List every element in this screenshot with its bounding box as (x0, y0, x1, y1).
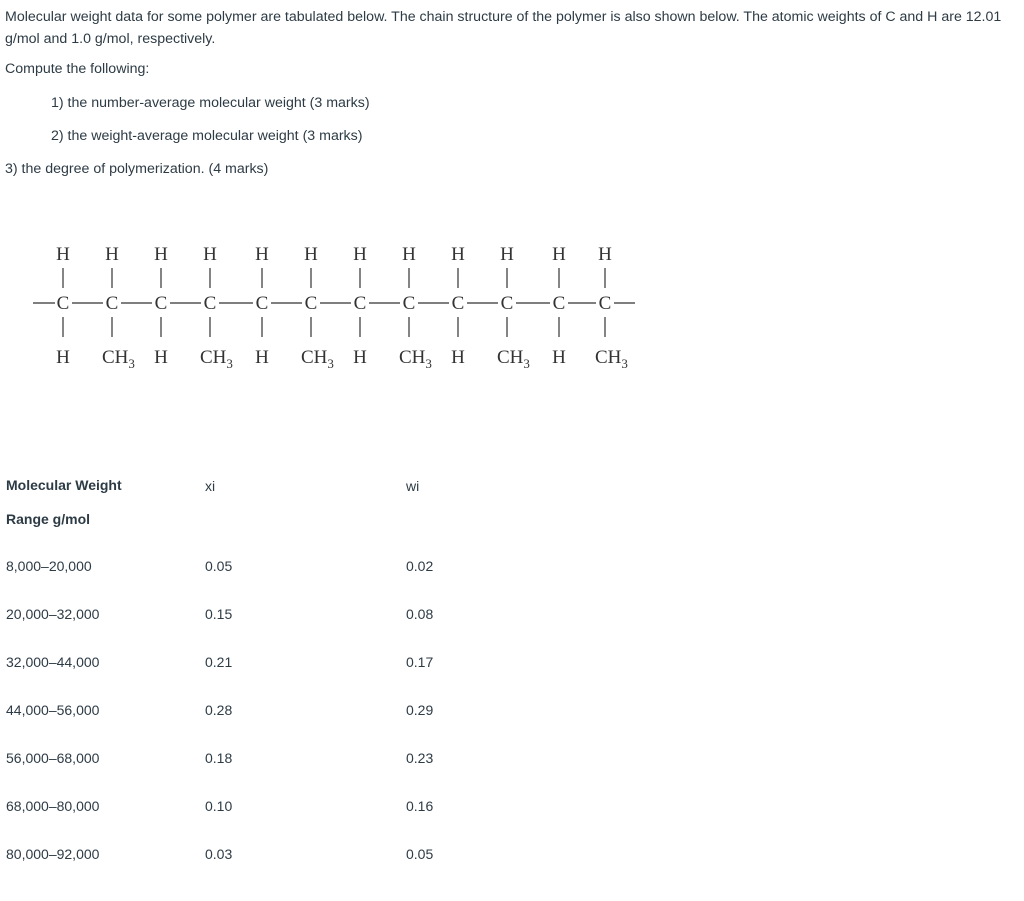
cell-xi: 0.15 (205, 606, 233, 622)
bottom-hydrogen-atom: H (353, 347, 367, 368)
header-molecular-weight: Molecular Weight (6, 477, 122, 493)
backbone-carbon-atom: C (105, 293, 119, 314)
methyl-subscript: 3 (523, 356, 530, 371)
top-hydrogen-atom: H (56, 244, 70, 265)
methyl-subscript: 3 (327, 356, 334, 371)
top-hydrogen-atom: H (451, 244, 465, 265)
methyl-subscript: 3 (128, 356, 135, 371)
backbone-carbon-atom: C (451, 293, 465, 314)
top-hydrogen-atom: H (598, 244, 612, 265)
polymer-chain-structure (0, 238, 660, 378)
backbone-carbon-atom: C (353, 293, 367, 314)
task-item-1: 1) the number-average molecular weight (3 marks) (51, 95, 370, 111)
bottom-hydrogen-atom: H (255, 347, 269, 368)
bottom-hydrogen-atom: H (56, 347, 70, 368)
cell-xi: 0.21 (205, 654, 233, 670)
methyl-subscript: 3 (425, 356, 432, 371)
methyl-group: $CH_3$ (399, 347, 432, 371)
cell-range: 8,000–20,000 (6, 558, 92, 574)
cell-xi: 0.18 (205, 750, 233, 766)
backbone-carbon-atom: C (56, 293, 70, 314)
top-hydrogen-atom: H (203, 244, 217, 265)
backbone-carbon-atom: C (154, 293, 168, 314)
cell-wi: 0.08 (406, 606, 434, 622)
cell-range: 68,000–80,000 (6, 798, 100, 814)
task-item-2: 2) the weight-average molecular weight (3 marks) (51, 128, 363, 144)
cell-xi: 0.03 (205, 846, 233, 862)
chain-structure-svg (0, 238, 660, 378)
top-hydrogen-atom: H (402, 244, 416, 265)
cell-range: 44,000–56,000 (6, 702, 100, 718)
methyl-group: $CH_3$ (200, 347, 233, 371)
cell-xi: 0.05 (205, 558, 233, 574)
top-hydrogen-atom: H (304, 244, 318, 265)
backbone-carbon-atom: C (402, 293, 416, 314)
bottom-hydrogen-atom: H (451, 347, 465, 368)
methyl-group: $CH_3$ (102, 347, 135, 371)
bottom-hydrogen-atom: H (154, 347, 168, 368)
cell-wi: 0.23 (406, 750, 434, 766)
methyl-subscript: 3 (226, 356, 233, 371)
header-wi: wi (406, 478, 420, 494)
top-hydrogen-atom: H (353, 244, 367, 265)
cell-wi: 0.29 (406, 702, 434, 718)
backbone-carbon-atom: C (552, 293, 566, 314)
task-item-3: 3) the degree of polymerization. (4 marks) (5, 161, 269, 177)
methyl-group: $CH_3$ (497, 347, 530, 371)
top-hydrogen-atom: H (500, 244, 514, 265)
cell-wi: 0.05 (406, 846, 434, 862)
methyl-group: $CH_3$ (301, 347, 334, 371)
methyl-group: $CH_3$ (595, 347, 628, 371)
cell-wi: 0.02 (406, 558, 434, 574)
backbone-carbon-atom: C (500, 293, 514, 314)
top-hydrogen-atom: H (105, 244, 119, 265)
top-hydrogen-atom: H (154, 244, 168, 265)
backbone-carbon-atom: C (203, 293, 217, 314)
cell-range: 20,000–32,000 (6, 606, 100, 622)
backbone-carbon-atom: C (255, 293, 269, 314)
methyl-subscript: 3 (621, 356, 628, 371)
compute-heading: Compute the following: (5, 61, 150, 77)
cell-xi: 0.10 (205, 798, 233, 814)
header-xi: xi (205, 478, 216, 494)
backbone-carbon-atom: C (304, 293, 318, 314)
top-hydrogen-atom: H (255, 244, 269, 265)
top-hydrogen-atom: H (552, 244, 566, 265)
cell-wi: 0.16 (406, 798, 434, 814)
cell-range: 56,000–68,000 (6, 750, 100, 766)
cell-xi: 0.28 (205, 702, 233, 718)
intro-text: Molecular weight data for some polymer are tabulated below. The chain structure of the polymer is also shown below. The atomic weights of C and H are 12.01 g/mol and 1.0 g/mol, respectively. (5, 9, 1002, 47)
header-range-unit: Range g/mol (6, 511, 91, 527)
bottom-hydrogen-atom: H (552, 347, 566, 368)
cell-range: 80,000–92,000 (6, 846, 100, 862)
cell-wi: 0.17 (406, 654, 434, 670)
backbone-carbon-atom: C (598, 293, 612, 314)
cell-range: 32,000–44,000 (6, 654, 100, 670)
